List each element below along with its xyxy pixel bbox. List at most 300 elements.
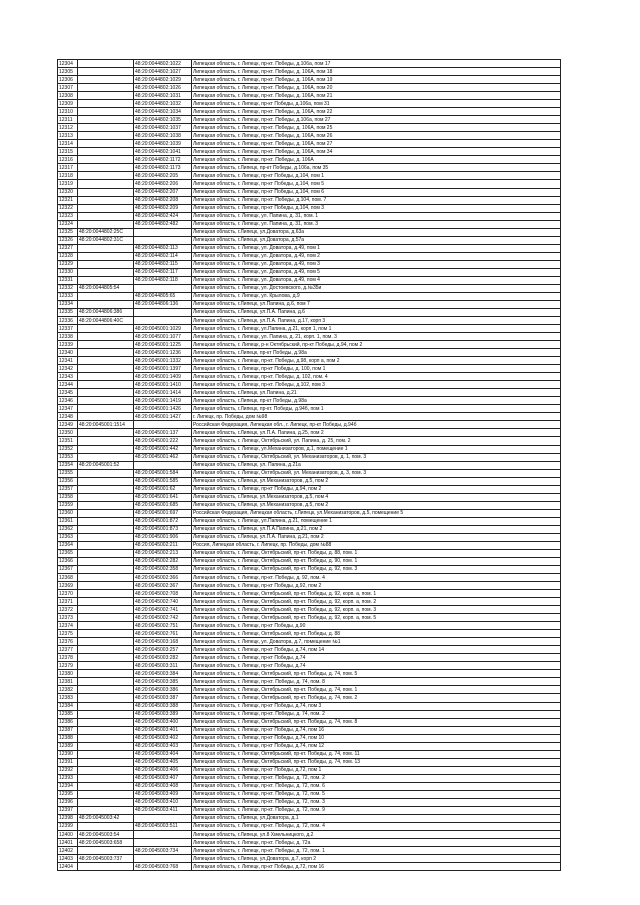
address-cell: Липецкая область, г. Липецк, пр-кт. Победы, д.106а, пом 27 (192, 116, 561, 124)
land-cadastral-number-cell (78, 485, 134, 493)
address-cell: Российская Федерация, Липецкая обл., г. Липецк, пр-кт Победы, д.94б (192, 421, 561, 429)
table-row (58, 855, 561, 863)
address-cell: Липецкая область, г. Липецк, пр-кт. Победы, д. 72, пом. 9 (192, 806, 561, 814)
row-number-cell: 12320 (58, 188, 78, 196)
premises-cadastral-number-cell: 48:20:0044802:207 (134, 188, 192, 196)
table-row (58, 493, 561, 501)
premises-cadastral-number-cell (134, 308, 192, 316)
premises-cadastral-number-cell: 48:20:0044802:1031 (134, 92, 192, 100)
premises-cadastral-number-cell: 48:20:0044802:113 (134, 244, 192, 252)
row-number-cell: 12353 (58, 453, 78, 461)
land-cadastral-number-cell (78, 405, 134, 413)
land-cadastral-number-cell (78, 493, 134, 501)
table-row (58, 541, 561, 549)
row-number-cell: 12343 (58, 373, 78, 381)
table-row (58, 204, 561, 212)
row-number-cell: 12328 (58, 252, 78, 260)
premises-cadastral-number-cell: 48:20:0044806:136 (134, 300, 192, 308)
row-number-cell: 12310 (58, 108, 78, 116)
address-cell: Липецкая область, г. Липецк, пр-кт Победы, д.74, пом 14 (192, 646, 561, 654)
row-number-cell: 12392 (58, 766, 78, 774)
table-row (58, 790, 561, 798)
land-cadastral-number-cell (78, 268, 134, 276)
premises-cadastral-number-cell: 48:20:0045002:740 (134, 598, 192, 606)
table-row (58, 565, 561, 573)
land-cadastral-number-cell (78, 172, 134, 180)
row-number-cell: 12315 (58, 148, 78, 156)
table-row (58, 758, 561, 766)
land-cadastral-number-cell (78, 742, 134, 750)
address-cell: Липецкая область, г. Липецк, Октябрьский, пр-кт. Победы, д. 92, корп. а, пом. 2 (192, 598, 561, 606)
table-row (58, 212, 561, 220)
row-number-cell: 12305 (58, 68, 78, 76)
premises-cadastral-number-cell: 48:20:0044802:1034 (134, 108, 192, 116)
row-number-cell: 12359 (58, 501, 78, 509)
table-row (58, 638, 561, 646)
row-number-cell: 12341 (58, 357, 78, 365)
table-row (58, 831, 561, 839)
land-cadastral-number-cell (78, 300, 134, 308)
table-row (58, 260, 561, 268)
table-row (58, 429, 561, 437)
address-cell: Липецкая область, г. Липецк, пр-кт. Победы, д. 106А, пом 18 (192, 68, 561, 76)
row-number-cell: 12386 (58, 718, 78, 726)
row-number-cell: 12356 (58, 477, 78, 485)
row-number-cell: 12361 (58, 517, 78, 525)
land-cadastral-number-cell (78, 389, 134, 397)
row-number-cell: 12318 (58, 172, 78, 180)
table-row (58, 132, 561, 140)
address-cell: Липецкая область, г. Липецк, пр-кт Победы, д.72, пом 1 (192, 766, 561, 774)
table-row (58, 236, 561, 244)
land-cadastral-number-cell (78, 164, 134, 172)
land-cadastral-number-cell (78, 734, 134, 742)
land-cadastral-number-cell (78, 68, 134, 76)
land-cadastral-number-cell (78, 92, 134, 100)
premises-cadastral-number-cell: 48:20:0045001:137 (134, 429, 192, 437)
land-cadastral-number-cell (78, 557, 134, 565)
premises-cadastral-number-cell: 48:20:0045002:708 (134, 590, 192, 598)
address-cell: Липецкая область, г.Липецк, ул.П.А. Папина, д.21, пом 2 (192, 533, 561, 541)
land-cadastral-number-cell (78, 429, 134, 437)
row-number-cell: 12374 (58, 622, 78, 630)
premises-cadastral-number-cell: 48:20:0045002:366 (134, 574, 192, 582)
premises-cadastral-number-cell: 48:20:0045001:1409 (134, 373, 192, 381)
land-cadastral-number-cell (78, 718, 134, 726)
table-row (58, 405, 561, 413)
premises-cadastral-number-cell (134, 284, 192, 292)
address-cell: Липецкая область, г. Липецк, пр-кт. Победы, д. 72а (192, 839, 561, 847)
address-cell: Липецкая область, г. Липецк, Октябрьский, пр-кт. Победы, д. 88 (192, 630, 561, 638)
premises-cadastral-number-cell: 48:20:0044802:206 (134, 180, 192, 188)
premises-cadastral-number-cell: 48:20:0045001:1332 (134, 357, 192, 365)
premises-cadastral-number-cell: 48:20:0045002:213 (134, 549, 192, 557)
address-cell: Липецкая область, г.Липецк, ул.Механизаторов, д.5, пом 2 (192, 477, 561, 485)
address-cell: Липецкая область, г. Липецк, пр-кт Победы, д.104, пом 5 (192, 180, 561, 188)
row-number-cell: 12385 (58, 710, 78, 718)
land-cadastral-number-cell (78, 325, 134, 333)
table-row (58, 517, 561, 525)
premises-cadastral-number-cell: 48:20:0044802:1035 (134, 116, 192, 124)
address-cell: Липецкая область, г. Липецк, пр-кт Победы, д.74, пом 16 (192, 726, 561, 734)
address-cell: Липецкая область, г. Липецк, пр-кт Победы, д.74, пом 3 (192, 702, 561, 710)
address-cell: Липецкая область, г. Липецк, пр-кт Победы, д.74, пом 12 (192, 742, 561, 750)
row-number-cell: 12337 (58, 325, 78, 333)
row-number-cell: 12404 (58, 863, 78, 871)
premises-cadastral-number-cell (134, 236, 192, 244)
land-cadastral-number-cell (78, 710, 134, 718)
table-row (58, 317, 561, 325)
land-cadastral-number-cell (78, 525, 134, 533)
table-row (58, 782, 561, 790)
premises-cadastral-number-cell: 48:20:0045001:697 (134, 509, 192, 517)
premises-cadastral-number-cell: 48:20:0045003:511 (134, 822, 192, 830)
land-cadastral-number-cell (78, 549, 134, 557)
address-cell: Липецкая область, г. Липецк, пр-кт. Победы, д. 106А, пом 26 (192, 132, 561, 140)
premises-cadastral-number-cell: 48:20:0045003:408 (134, 782, 192, 790)
premises-cadastral-number-cell (134, 317, 192, 325)
table-row (58, 140, 561, 148)
row-number-cell: 12307 (58, 84, 78, 92)
row-number-cell: 12387 (58, 726, 78, 734)
address-cell: Липецкая область, г.Липецк, ул.П.А. Папина, д.6 (192, 308, 561, 316)
table-row (58, 76, 561, 84)
address-cell: Липецкая область, г. Липецк, Октябрьский, пр-кт. Победы, д. 88, пом. 1 (192, 549, 561, 557)
land-cadastral-number-cell (78, 790, 134, 798)
row-number-cell: 12321 (58, 196, 78, 204)
address-cell: Липецкая область, г. Липецк, пр-кт. Победы, д. 106А, пом 27 (192, 140, 561, 148)
land-cadastral-number-cell (78, 260, 134, 268)
row-number-cell: 12391 (58, 758, 78, 766)
table-row (58, 68, 561, 76)
premises-cadastral-number-cell: 48:20:0045003:388 (134, 702, 192, 710)
premises-cadastral-number-cell: 48:20:0045003:168 (134, 638, 192, 646)
land-cadastral-number-cell (78, 678, 134, 686)
row-number-cell: 12324 (58, 220, 78, 228)
address-cell: Липецкая область, г.Липецк, ул.Папина, д.21 (192, 389, 561, 397)
land-cadastral-number-cell (78, 349, 134, 357)
table-row (58, 766, 561, 774)
premises-cadastral-number-cell: 48:20:0044802:115 (134, 260, 192, 268)
premises-cadastral-number-cell: 48:20:0044802:208 (134, 196, 192, 204)
premises-cadastral-number-cell: 48:20:0045003:734 (134, 847, 192, 855)
registry-sheet (57, 59, 560, 871)
address-cell: Липецкая область, г. Липецк, ул. Доватора, д.49, пом 5 (192, 268, 561, 276)
premises-cadastral-number-cell: 48:20:0045003:403 (134, 742, 192, 750)
row-number-cell: 12314 (58, 140, 78, 148)
land-cadastral-number-cell (78, 766, 134, 774)
premises-cadastral-number-cell: 48:20:0045002:751 (134, 622, 192, 630)
premises-cadastral-number-cell: 48:20:0045003:406 (134, 766, 192, 774)
table-row (58, 774, 561, 782)
row-number-cell: 12363 (58, 533, 78, 541)
row-number-cell: 12390 (58, 750, 78, 758)
registry-table-body (58, 60, 561, 871)
address-cell: Липецкая область, г.Липецк, ул.П.А. Папина, д.25, пом 2 (192, 429, 561, 437)
land-cadastral-number-cell (78, 140, 134, 148)
row-number-cell: 12350 (58, 429, 78, 437)
address-cell: Липецкая область, г. Липецк, Октябрьский, пр-кт. Победы, д. 74, пом. 11 (192, 750, 561, 758)
address-cell: Липецкая область, г. Липецк, пр-кт. Победы, д. 106А (192, 156, 561, 164)
table-row (58, 365, 561, 373)
land-cadastral-number-cell (78, 276, 134, 284)
row-number-cell: 12402 (58, 847, 78, 855)
premises-cadastral-number-cell: 48:20:0044802:1038 (134, 132, 192, 140)
address-cell: Липецкая область, г. Липецк, ул. Доватора, д.7, помещение №1 (192, 638, 561, 646)
table-row (58, 357, 561, 365)
table-row (58, 116, 561, 124)
row-number-cell: 12388 (58, 734, 78, 742)
premises-cadastral-number-cell: 48:20:0045003:401 (134, 726, 192, 734)
premises-cadastral-number-cell: 48:20:0045001:1414 (134, 389, 192, 397)
land-cadastral-number-cell: 48:20:0045001:1514 (78, 421, 134, 429)
premises-cadastral-number-cell: 48:20:0045003:411 (134, 806, 192, 814)
address-cell: Липецкая область, г. Липецк, пр-кт. Победы, д. 102, пом. 4 (192, 373, 561, 381)
row-number-cell: 12312 (58, 124, 78, 132)
row-number-cell: 12326 (58, 236, 78, 244)
land-cadastral-number-cell (78, 196, 134, 204)
table-row (58, 549, 561, 557)
table-row (58, 734, 561, 742)
land-cadastral-number-cell: 48:20:0044806:386 (78, 308, 134, 316)
row-number-cell: 12360 (58, 509, 78, 517)
address-cell: Липецкая область, г. Липецк, ул. Папина, д. 31, пом. 3 (192, 220, 561, 228)
premises-cadastral-number-cell: 48:20:0045002:358 (134, 565, 192, 573)
land-cadastral-number-cell (78, 533, 134, 541)
premises-cadastral-number-cell (134, 421, 192, 429)
row-number-cell: 12364 (58, 541, 78, 549)
table-row (58, 678, 561, 686)
premises-cadastral-number-cell: 48:20:0044802:209 (134, 204, 192, 212)
table-row (58, 525, 561, 533)
row-number-cell: 12335 (58, 308, 78, 316)
address-cell: Липецкая область, г. Липецк, ул.Папина, д.21, помещение 1 (192, 517, 561, 525)
land-cadastral-number-cell (78, 204, 134, 212)
table-row (58, 646, 561, 654)
land-cadastral-number-cell (78, 582, 134, 590)
address-cell: Липецкая область, г. Липецк, пр-кт Победы, д.92, пом 2 (192, 582, 561, 590)
address-cell: Липецкая область, г. Липецк, пр-кт. Победы, д. 106А, пом 22 (192, 108, 561, 116)
address-cell: Липецкая область, г. Липецк, пр-кт. Победы, д. 72, пом. 4 (192, 822, 561, 830)
land-cadastral-number-cell (78, 614, 134, 622)
table-row (58, 148, 561, 156)
table-row (58, 421, 561, 429)
premises-cadastral-number-cell: 48:20:0045001:906 (134, 533, 192, 541)
premises-cadastral-number-cell (134, 228, 192, 236)
table-row (58, 244, 561, 252)
row-number-cell: 12309 (58, 100, 78, 108)
row-number-cell: 12349 (58, 421, 78, 429)
address-cell: Липецкая область, г. Липецк, пр-кт Победы, д.72, пом 16 (192, 863, 561, 871)
table-row (58, 276, 561, 284)
row-number-cell: 12399 (58, 822, 78, 830)
land-cadastral-number-cell (78, 156, 134, 164)
row-number-cell: 12370 (58, 590, 78, 598)
land-cadastral-number-cell (78, 702, 134, 710)
row-number-cell: 12394 (58, 782, 78, 790)
land-cadastral-number-cell (78, 108, 134, 116)
premises-cadastral-number-cell: 48:20:0045002:282 (134, 557, 192, 565)
table-row (58, 614, 561, 622)
table-row (58, 742, 561, 750)
table-row (58, 108, 561, 116)
row-number-cell: 12332 (58, 284, 78, 292)
land-cadastral-number-cell (78, 132, 134, 140)
table-row (58, 822, 561, 830)
table-row (58, 445, 561, 453)
row-number-cell: 12403 (58, 855, 78, 863)
table-row (58, 622, 561, 630)
table-row (58, 469, 561, 477)
land-cadastral-number-cell (78, 445, 134, 453)
address-cell: Липецкая область, г.Липецк, пр-кт Победы, д.98а (192, 349, 561, 357)
land-cadastral-number-cell (78, 60, 134, 68)
land-cadastral-number-cell (78, 630, 134, 638)
table-row (58, 582, 561, 590)
land-cadastral-number-cell (78, 124, 134, 132)
land-cadastral-number-cell (78, 638, 134, 646)
land-cadastral-number-cell (78, 694, 134, 702)
row-number-cell: 12368 (58, 574, 78, 582)
address-cell: г. Липецк, пр. Победы, дом №98 (192, 413, 561, 421)
table-row (58, 333, 561, 341)
premises-cadastral-number-cell: 48:20:0045001:462 (134, 453, 192, 461)
address-cell: Липецкая область, г. Липецк, Октябрьский, пр-кт. Победы, д. 90, пом. 1 (192, 557, 561, 565)
premises-cadastral-number-cell: 48:20:0045001:1236 (134, 349, 192, 357)
address-cell: Липецкая область, г.Липецк, пр-кт. Победы, д.94б, пом 1 (192, 405, 561, 413)
address-cell: Липецкая область, г. Липецк, пр-кт Победы, д.104, пом 3 (192, 204, 561, 212)
row-number-cell: 12313 (58, 132, 78, 140)
premises-cadastral-number-cell: 48:20:0044802:118 (134, 276, 192, 284)
row-number-cell: 12311 (58, 116, 78, 124)
table-row (58, 381, 561, 389)
address-cell: Липецкая область, г. Липецк, пр-кт Победы, д.74 (192, 654, 561, 662)
address-cell: Липецкая область, г.Липецк, пр-кт Победы, д.98а (192, 397, 561, 405)
address-cell: Липецкая область, г. Липецк, пр-кт. Победы, д.98, корп а, пом 2 (192, 357, 561, 365)
premises-cadastral-number-cell: 48:20:0045003:389 (134, 710, 192, 718)
premises-cadastral-number-cell: 48:20:0045003:311 (134, 662, 192, 670)
land-cadastral-number-cell (78, 598, 134, 606)
land-cadastral-number-cell (78, 244, 134, 252)
premises-cadastral-number-cell: 48:20:0045001:872 (134, 517, 192, 525)
row-number-cell: 12316 (58, 156, 78, 164)
table-row (58, 196, 561, 204)
row-number-cell: 12383 (58, 694, 78, 702)
table-row (58, 220, 561, 228)
address-cell: Липецкая область, г. Липецк, пр-кт. Победы, д.102, пом 3 (192, 381, 561, 389)
table-row (58, 228, 561, 236)
premises-cadastral-number-cell: 48:20:0045001:442 (134, 445, 192, 453)
land-cadastral-number-cell (78, 509, 134, 517)
land-cadastral-number-cell (78, 750, 134, 758)
row-number-cell: 12400 (58, 831, 78, 839)
address-cell: Липецкая область, г. Липецк, Октябрьский, пр-кт. Победы, д. 74, пом. 13 (192, 758, 561, 766)
address-cell: Липецкая область, г. Липецк, Октябрьский, пр-кт. Победы, д. 74, пом. 5 (192, 670, 561, 678)
land-cadastral-number-cell (78, 373, 134, 381)
table-row (58, 509, 561, 517)
land-cadastral-number-cell (78, 437, 134, 445)
table-row (58, 292, 561, 300)
table-row (58, 341, 561, 349)
land-cadastral-number-cell (78, 782, 134, 790)
row-number-cell: 12357 (58, 485, 78, 493)
table-row (58, 590, 561, 598)
land-cadastral-number-cell (78, 565, 134, 573)
premises-cadastral-number-cell: 48:20:0045001:1410 (134, 381, 192, 389)
land-cadastral-number-cell (78, 541, 134, 549)
premises-cadastral-number-cell: 48:20:0044802:1029 (134, 76, 192, 84)
premises-cadastral-number-cell: 48:20:0045003:385 (134, 678, 192, 686)
premises-cadastral-number-cell: 48:20:0045003:282 (134, 654, 192, 662)
address-cell: Липецкая область, г. Липецк, Октябрьский, пр-кт. Победы, д. 74, пом. 8 (192, 718, 561, 726)
land-cadastral-number-cell (78, 501, 134, 509)
row-number-cell: 12329 (58, 260, 78, 268)
table-row (58, 718, 561, 726)
address-cell: Липецкая область, г.Липецк, пр-кт Победы, д.106а, пом 35 (192, 164, 561, 172)
premises-cadastral-number-cell: 48:20:0045001:584 (134, 469, 192, 477)
land-cadastral-number-cell (78, 212, 134, 220)
row-number-cell: 12365 (58, 549, 78, 557)
row-number-cell: 12393 (58, 774, 78, 782)
address-cell: Липецкая область, г. Липецк, пр-кт Победы, д.104, пом 6 (192, 188, 561, 196)
address-cell: Российская Федерация, Липецкая область, г.Липецк, ул.Механизаторов, д.5, помещение 5 (192, 509, 561, 517)
land-cadastral-number-cell: 48:20:0045003:737 (78, 855, 134, 863)
address-cell: Липецкая область, г. Липецк, ул. Доватора, д.49, пом 1 (192, 244, 561, 252)
row-number-cell: 12384 (58, 702, 78, 710)
premises-cadastral-number-cell (134, 461, 192, 469)
address-cell: Липецкая область, г. Липецк, ул. Достоевского, д.№35и (192, 284, 561, 292)
land-cadastral-number-cell (78, 686, 134, 694)
land-cadastral-number-cell (78, 220, 134, 228)
table-row (58, 252, 561, 260)
row-number-cell: 12344 (58, 381, 78, 389)
address-cell: Липецкая область, г. Липецк, пр-кт Победы, д.74, пом 10 (192, 734, 561, 742)
land-cadastral-number-cell (78, 758, 134, 766)
address-cell: Липецкая область, г. Липецк, пр-кт Победы, д.90 (192, 622, 561, 630)
premises-cadastral-number-cell: 48:20:0045001:1029 (134, 325, 192, 333)
row-number-cell: 12351 (58, 437, 78, 445)
premises-cadastral-number-cell: 48:20:0045003:400 (134, 718, 192, 726)
table-row (58, 180, 561, 188)
address-cell: Липецкая область, г.Липецк, ул.П.А. Папина, д.17, корп 3 (192, 317, 561, 325)
address-cell: Липецкая область, г. Липецк, пр-кт. Победы, д. 74, пом. 8 (192, 678, 561, 686)
premises-cadastral-number-cell (134, 831, 192, 839)
land-cadastral-number-cell: 48:20:0044802:25С (78, 228, 134, 236)
row-number-cell: 12397 (58, 806, 78, 814)
premises-cadastral-number-cell: 48:20:0045003:402 (134, 734, 192, 742)
address-cell: Россия, Липецкая область, г. Липецк, пр. Победы, дом №88 (192, 541, 561, 549)
address-cell: Липецкая область, г. Липецк, пр-кт. Победы, д. 72, пом. 2 (192, 774, 561, 782)
land-cadastral-number-cell (78, 847, 134, 855)
row-number-cell: 12348 (58, 413, 78, 421)
address-cell: Липецкая область, г. Липецк, ул.Механизаторов, д.1, помещение 1 (192, 445, 561, 453)
address-cell: Липецкая область, г.Липецк, ул.Механизаторов, д.5, пом 4 (192, 493, 561, 501)
premises-cadastral-number-cell: 48:20:0045002:761 (134, 630, 192, 638)
row-number-cell: 12401 (58, 839, 78, 847)
premises-cadastral-number-cell (134, 839, 192, 847)
table-row (58, 814, 561, 822)
table-row (58, 839, 561, 847)
premises-cadastral-number-cell: 48:20:0044802:1172 (134, 156, 192, 164)
land-cadastral-number-cell (78, 341, 134, 349)
table-row (58, 702, 561, 710)
address-cell: Липецкая область, г. Липецк, пр-кт. Победы, д. 72, пом. 1 (192, 847, 561, 855)
table-row (58, 863, 561, 871)
row-number-cell: 12395 (58, 790, 78, 798)
row-number-cell: 12366 (58, 557, 78, 565)
premises-cadastral-number-cell: 48:20:0044802:1041 (134, 148, 192, 156)
land-cadastral-number-cell (78, 590, 134, 598)
